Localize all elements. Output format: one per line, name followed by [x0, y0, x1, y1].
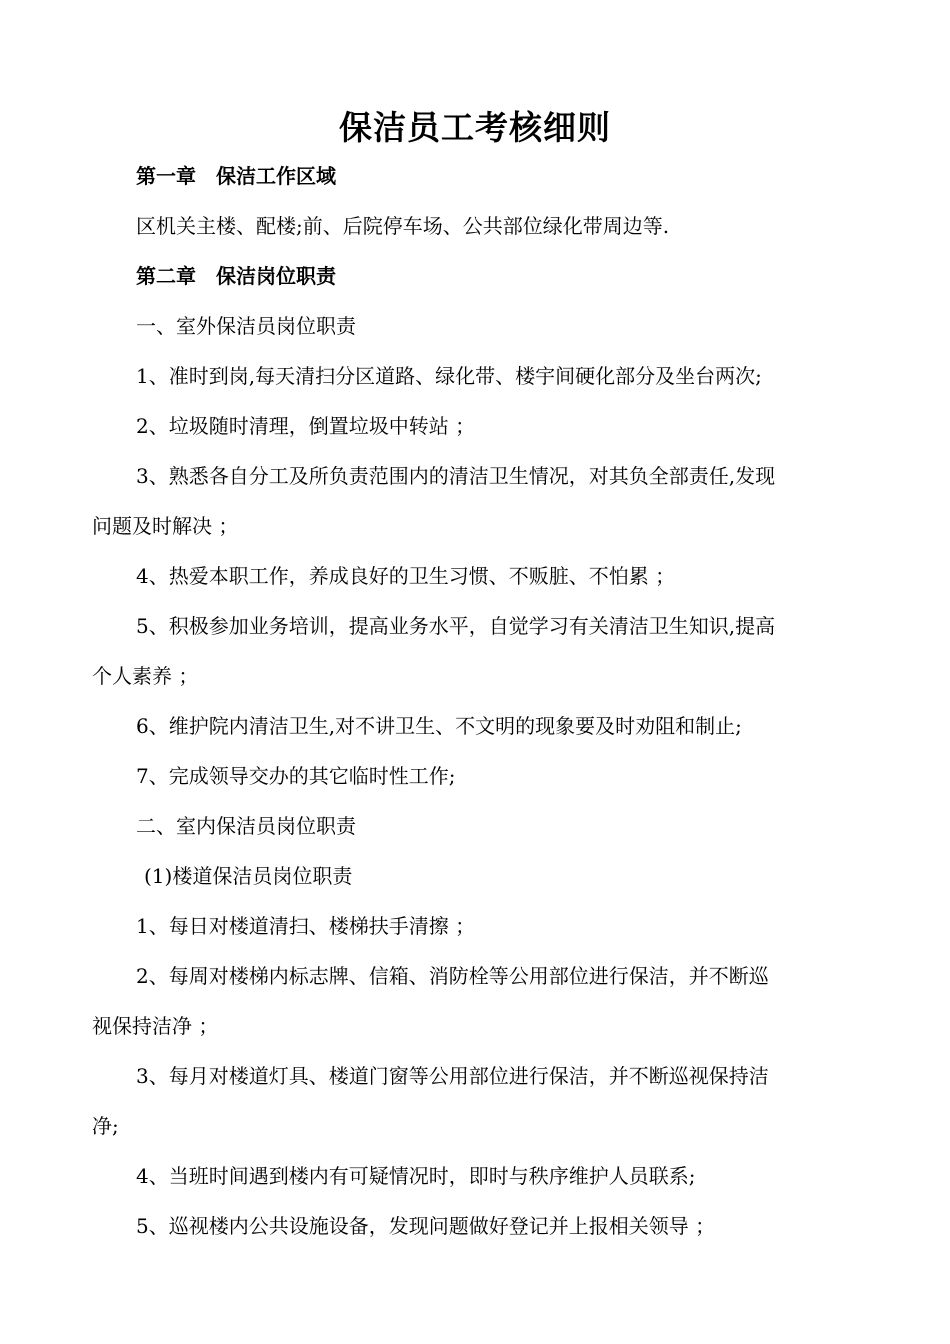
paragraph-line: 4、热爱本职工作，养成良好的卫生习惯、不贩脏、不怕累 ；: [136, 564, 676, 588]
chapter-1-heading: 第一章 保洁工作区域: [136, 164, 336, 188]
paragraph-line: 7、完成领导交办的其它临时性工作;: [136, 764, 456, 788]
section-heading-indoor: 二、室内保洁员岗位职责: [136, 814, 356, 838]
paragraph-line: 3、每月对楼道灯具、楼道门窗等公用部位进行保洁，并不断巡视保持洁: [136, 1064, 769, 1088]
subsection-heading: (1)楼道保洁员岗位职责: [144, 864, 353, 888]
chapter-2-heading: 第二章 保洁岗位职责: [136, 264, 336, 288]
section-heading-outdoor: 一、室外保洁员岗位职责: [136, 314, 356, 338]
document-title: 保洁员工考核细则: [339, 108, 611, 147]
paragraph-line: 净;: [92, 1114, 119, 1138]
paragraph-line: 5、巡视楼内公共设施设备，发现问题做好登记并上报相关领导 ；: [136, 1214, 716, 1238]
paragraph-line: 2、每周对楼梯内标志牌、信箱、消防栓等公用部位进行保洁，并不断巡: [136, 964, 769, 988]
paragraph-line: 2、垃圾随时清理，倒置垃圾中转站 ；: [136, 414, 476, 438]
paragraph-line: 问题及时解决 ；: [92, 514, 239, 538]
paragraph-line: 1、每日对楼道清扫、楼梯扶手清擦 ；: [136, 914, 476, 938]
paragraph-line: 5、积极参加业务培训，提高业务水平，自觉学习有关清洁卫生知识,提高: [136, 614, 776, 638]
paragraph-line: 个人素养 ；: [92, 664, 199, 688]
paragraph-line: 3、熟悉各自分工及所负责范围内的清洁卫生情况，对其负全部责任,发现: [136, 464, 776, 488]
paragraph-line: 6、维护院内清洁卫生,对不讲卫生、不文明的现象要及时劝阻和制止;: [136, 714, 742, 738]
paragraph-line: 视保持洁净 ；: [92, 1014, 219, 1038]
paragraph-line: 4、当班时间遇到楼内有可疑情况时，即时与秩序维护人员联系;: [136, 1164, 696, 1188]
paragraph-line: 区机关主楼、配楼;前、后院停车场、公共部位绿化带周边等.: [136, 214, 670, 238]
paragraph-line: 1、准时到岗,每天清扫分区道路、绿化带、楼宇间硬化部分及坐台两次;: [136, 364, 762, 388]
